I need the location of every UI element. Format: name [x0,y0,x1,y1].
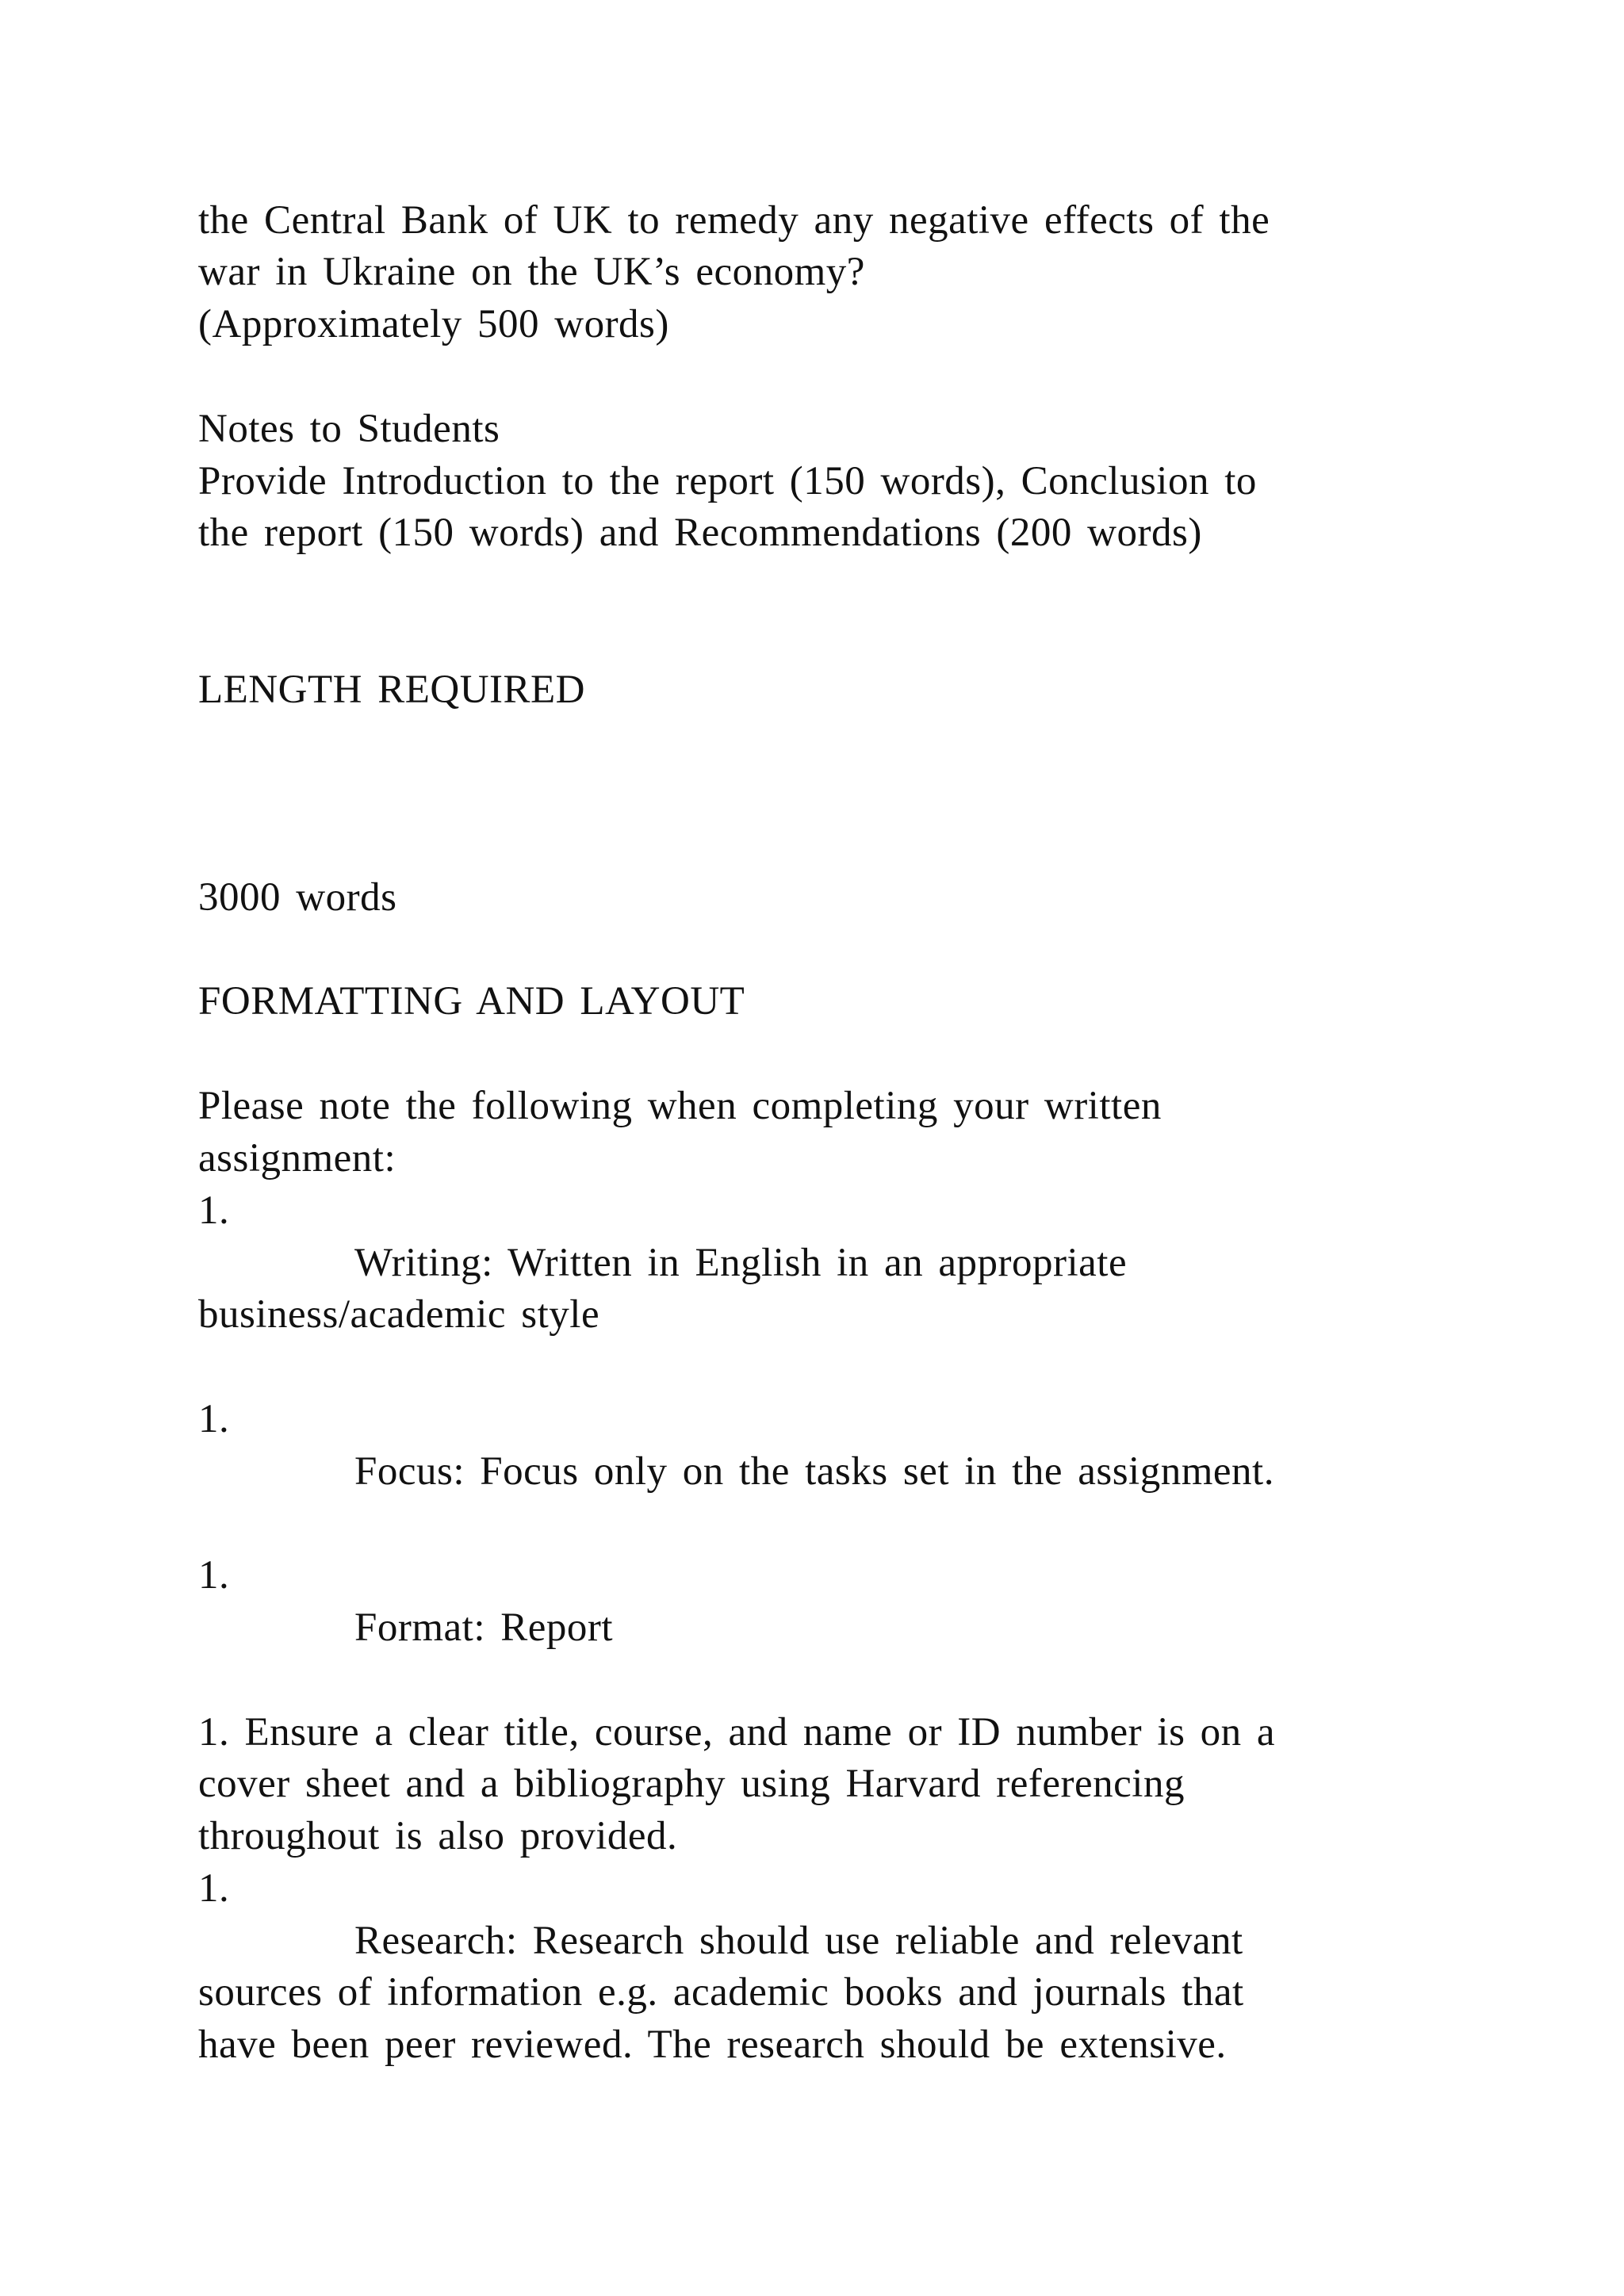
notes-text-line-1: Provide Introduction to the report (150 words), Conclusion to [198,459,1257,503]
list-item-number: 1. [198,1397,230,1441]
question-text-line-2: war in Ukraine on the UK’s economy? [198,250,865,294]
list-item-writing-line-1: Writing: Written in English in an appropriate [354,1241,1128,1285]
list-item-research-line-1: Research: Research should use reliable and relevant [354,1919,1243,1963]
formatting-intro-line-2: assignment: [198,1136,396,1181]
list-item-focus-line-1: Focus: Focus only on the tasks set in the assignment. [354,1449,1274,1494]
question-word-count: (Approximately 500 words) [198,302,669,346]
question-text-line-1: the Central Bank of UK to remedy any negative effects of the [198,198,1270,243]
formatting-intro-line-1: Please note the following when completing your written [198,1084,1162,1128]
list-item-ensure-line-2: cover sheet and a bibliography using Harvard referencing [198,1762,1185,1806]
length-heading: LENGTH REQUIRED [198,668,586,712]
list-item-number: 1. [198,1188,230,1233]
list-item-number: 1. [198,1866,230,1911]
list-item-writing-line-2: business/academic style [198,1292,600,1337]
notes-text-line-2: the report (150 words) and Recommendations (200 words) [198,511,1202,555]
formatting-heading: FORMATTING AND LAYOUT [198,979,745,1024]
notes-heading: Notes to Students [198,407,500,451]
list-item-ensure-line-1: 1. Ensure a clear title, course, and name or ID number is on a [198,1710,1276,1755]
list-item-research-line-2: sources of information e.g. academic books and journals that [198,1970,1244,2015]
list-item-research-line-3: have been peer reviewed. The research should be extensive. [198,2022,1227,2067]
list-item-number: 1. [198,1553,230,1598]
length-value: 3000 words [198,875,397,920]
list-item-ensure-line-3: throughout is also provided. [198,1814,678,1858]
list-item-format-line-1: Format: Report [354,1605,614,1650]
